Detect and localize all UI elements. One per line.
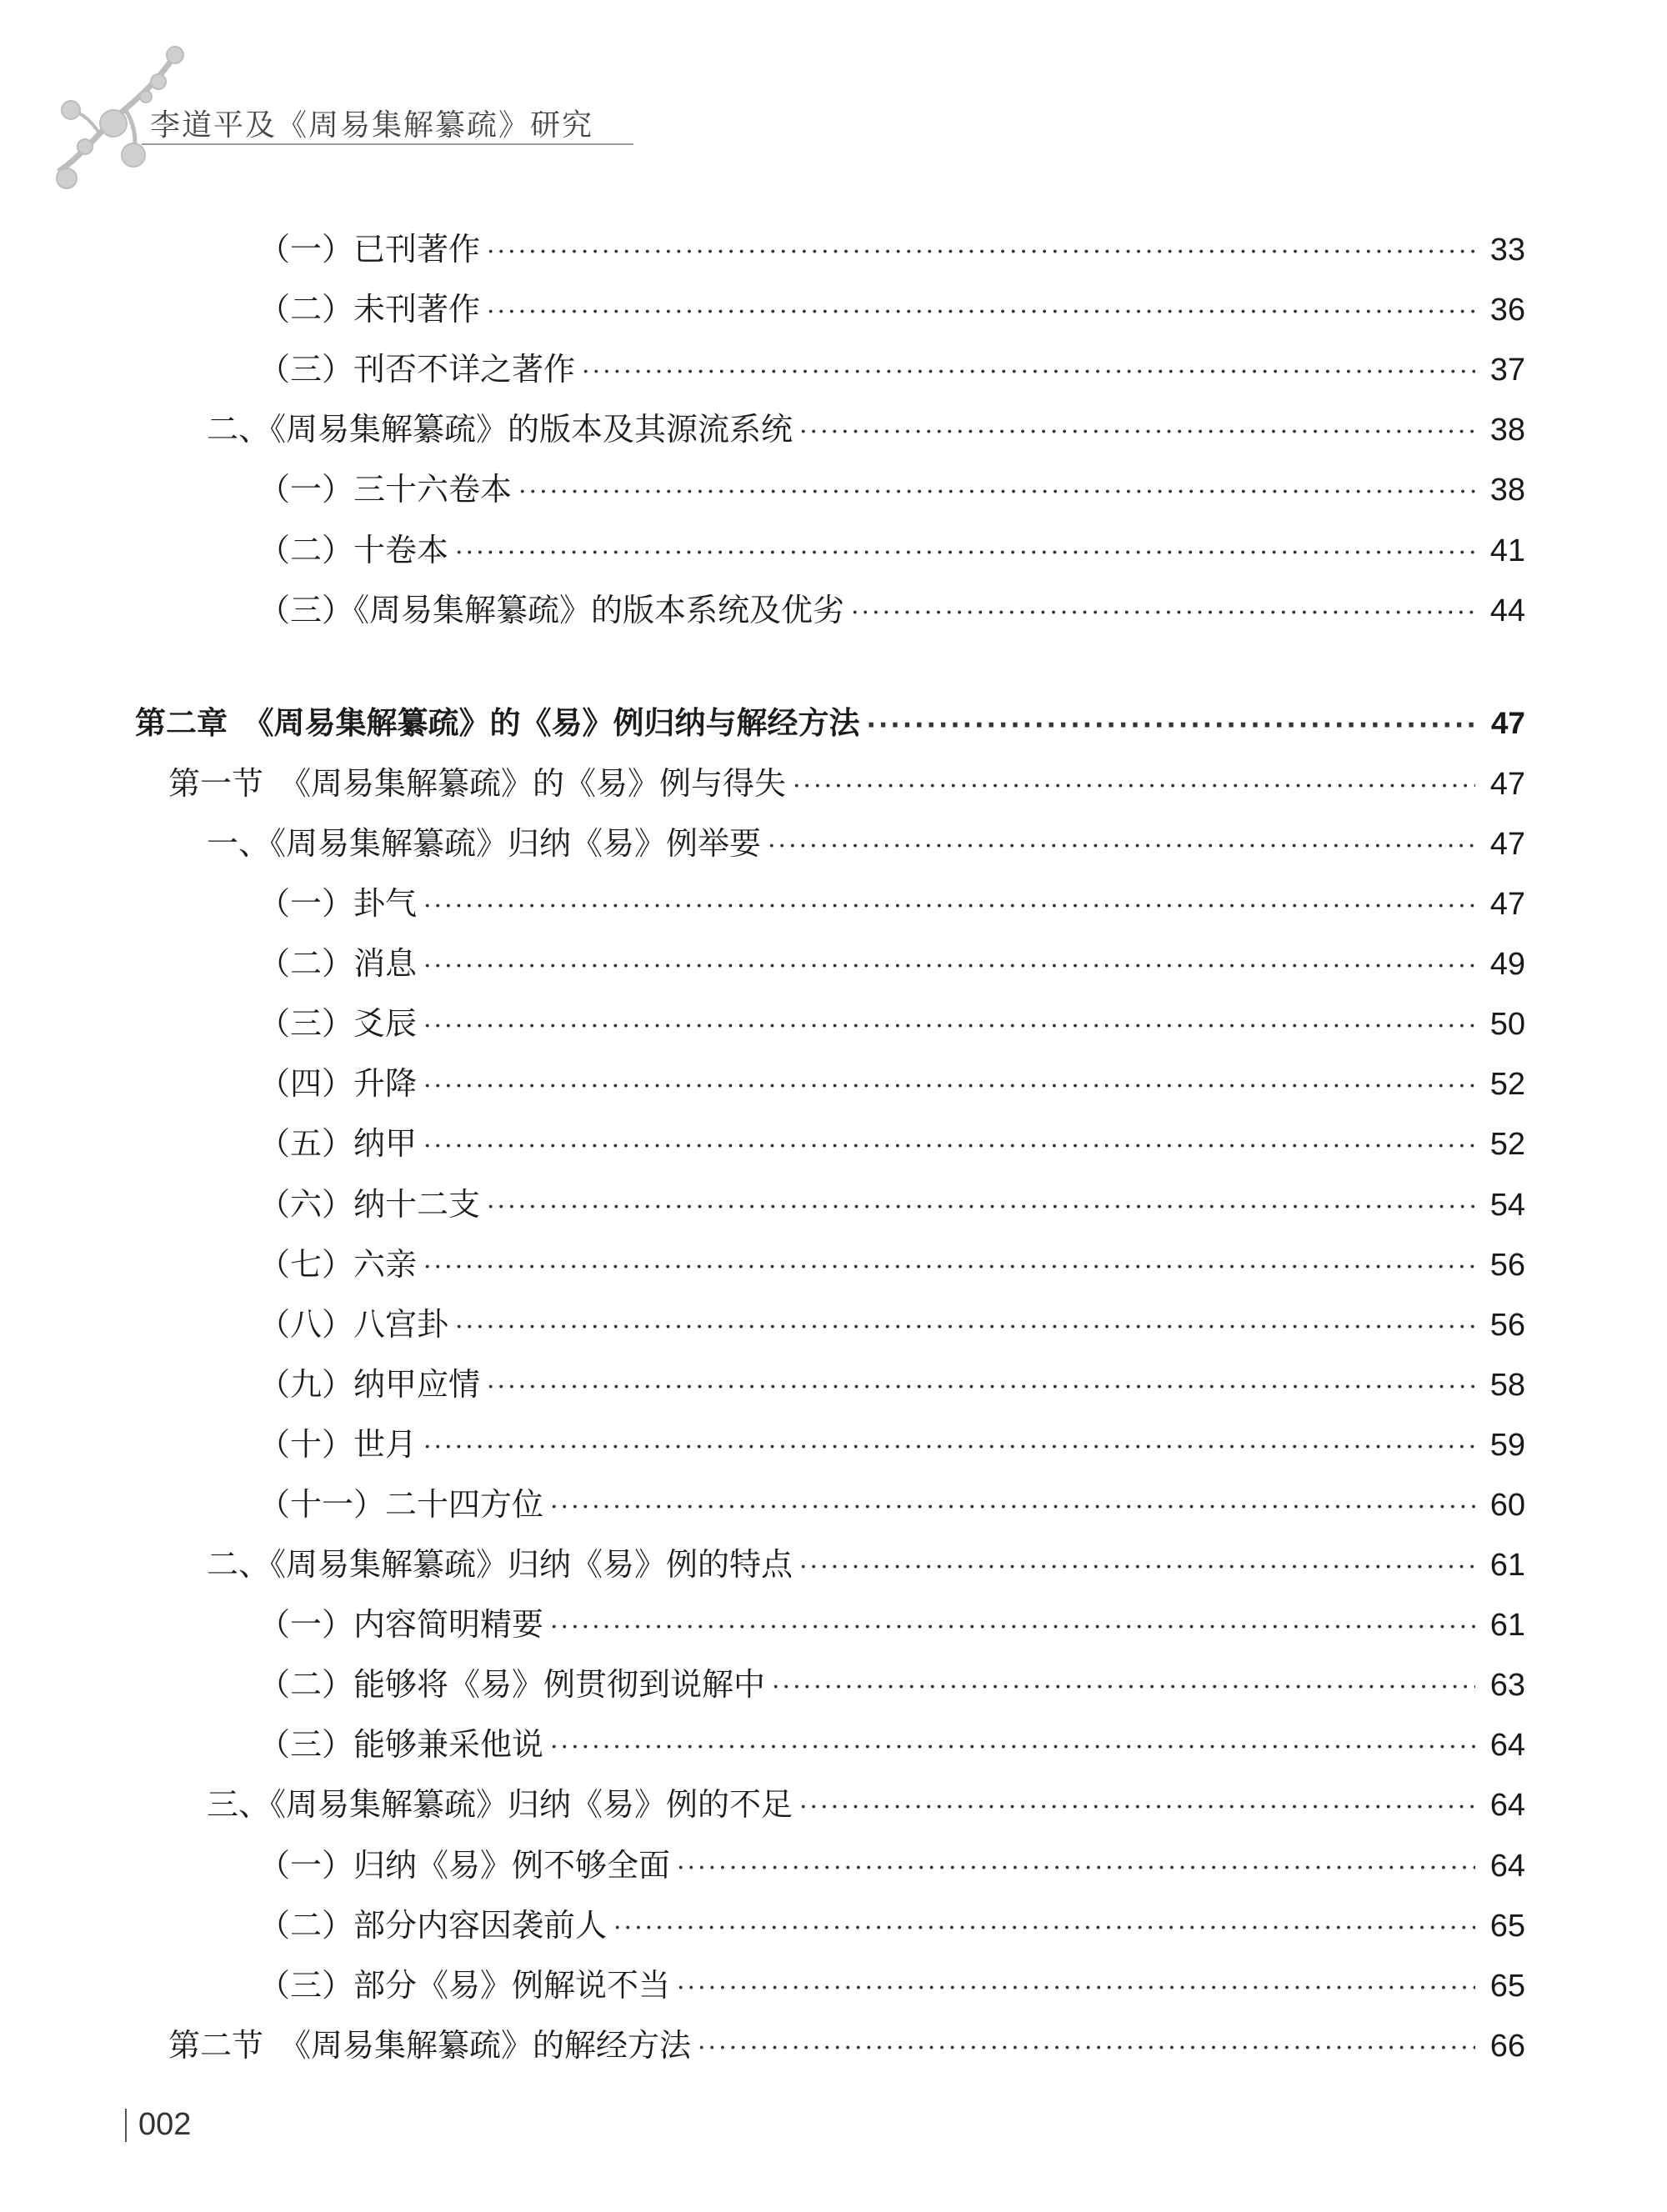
dot-leader bbox=[867, 696, 1476, 756]
header-divider bbox=[142, 143, 633, 145]
toc-entry-page-number: 38 bbox=[1489, 413, 1525, 448]
toc-subsection-entry bbox=[207, 813, 1525, 873]
dot-leader bbox=[582, 343, 1475, 403]
toc-entry-title: （四）升降 bbox=[258, 1065, 418, 1102]
toc-entry-title: （二）消息 bbox=[258, 945, 418, 982]
toc-entry-page-number: 33 bbox=[1489, 233, 1525, 268]
dot-leader bbox=[550, 1478, 1475, 1538]
toc-entry-page-number: 47 bbox=[1490, 706, 1525, 740]
toc-entry-title: （一）三十六卷本 bbox=[258, 471, 513, 508]
toc-entry-title: （一）卦气 bbox=[258, 885, 418, 922]
toc-entry-title: （二）十卷本 bbox=[258, 532, 449, 568]
toc-section-entry bbox=[168, 2015, 1525, 2075]
toc-item-entry bbox=[258, 1474, 1525, 1534]
page-number: 002 bbox=[138, 2107, 192, 2142]
toc-entry-page-number: 64 bbox=[1489, 1849, 1525, 1884]
toc-item-entry bbox=[258, 1594, 1525, 1654]
toc-entry-page-number: 47 bbox=[1489, 827, 1525, 862]
dot-leader bbox=[518, 463, 1475, 523]
dot-leader bbox=[423, 877, 1475, 937]
toc-entry-page-number: 36 bbox=[1489, 293, 1525, 328]
toc-entry-title: （九）纳甲应情 bbox=[258, 1366, 481, 1403]
toc-entry-page-number: 60 bbox=[1489, 1488, 1525, 1523]
toc-entry-title: （二）未刊著作 bbox=[258, 291, 481, 328]
toc-entry-title: （十）世月 bbox=[258, 1426, 418, 1463]
toc-item-entry bbox=[258, 1114, 1525, 1174]
toc-item-entry bbox=[258, 933, 1525, 993]
toc-entry-page-number: 54 bbox=[1489, 1188, 1525, 1223]
toc-entry-page-number: 59 bbox=[1489, 1428, 1525, 1463]
toc-entry-page-number: 64 bbox=[1489, 1788, 1525, 1823]
dot-leader bbox=[455, 1298, 1475, 1358]
toc-item-entry bbox=[258, 1835, 1525, 1895]
dot-leader bbox=[423, 997, 1475, 1057]
toc-item-entry bbox=[258, 1654, 1525, 1714]
dot-leader bbox=[487, 283, 1475, 343]
dot-leader bbox=[799, 403, 1475, 463]
toc-item-entry bbox=[258, 1174, 1525, 1234]
toc-item-entry bbox=[258, 1895, 1525, 1955]
toc-entry-page-number: 56 bbox=[1489, 1248, 1525, 1283]
dot-leader bbox=[423, 1057, 1475, 1117]
toc-item-entry bbox=[258, 520, 1525, 580]
toc-entry-title: 第一节 《周易集解纂疏》的《易》例与得失 bbox=[168, 765, 787, 802]
toc-entry-page-number: 50 bbox=[1489, 1007, 1525, 1042]
dot-leader bbox=[487, 223, 1475, 283]
toc-entry-page-number: 52 bbox=[1489, 1067, 1525, 1102]
dot-leader bbox=[550, 1598, 1475, 1658]
toc-item-entry bbox=[258, 1354, 1525, 1414]
dot-leader bbox=[550, 1718, 1475, 1778]
toc-entry-title: （十一）二十四方位 bbox=[258, 1486, 544, 1523]
toc-entry-title: （七）六亲 bbox=[258, 1246, 418, 1283]
running-title: 李道平及《周易集解纂疏》研究 bbox=[150, 108, 594, 143]
toc-entry-title: 三、《周易集解纂疏》归纳《易》例的不足 bbox=[207, 1786, 793, 1823]
running-header bbox=[0, 0, 667, 200]
dot-leader bbox=[677, 1959, 1475, 2019]
toc-entry-title: 一、《周易集解纂疏》归纳《易》例举要 bbox=[207, 825, 762, 862]
toc-entry-page-number: 66 bbox=[1489, 2029, 1525, 2064]
toc-entry-title: （一）内容简明精要 bbox=[258, 1606, 544, 1643]
toc-entry-page-number: 49 bbox=[1489, 947, 1525, 982]
toc-entry-title: （三）能够兼采他说 bbox=[258, 1726, 544, 1763]
toc-entry-title: （三）刊否不详之著作 bbox=[258, 351, 576, 388]
dot-leader bbox=[799, 1778, 1475, 1838]
dot-leader bbox=[799, 1538, 1475, 1598]
toc-entry-page-number: 47 bbox=[1489, 887, 1525, 922]
toc-entry-title: （三）部分《易》例解说不当 bbox=[258, 1967, 671, 2004]
toc-item-entry bbox=[258, 219, 1525, 279]
dot-leader bbox=[487, 1358, 1475, 1418]
toc-entry-page-number: 44 bbox=[1489, 593, 1525, 628]
toc-item-entry bbox=[258, 873, 1525, 933]
dot-leader bbox=[487, 1178, 1475, 1238]
toc-entry-page-number: 56 bbox=[1489, 1308, 1525, 1343]
toc-entry-title: （二）部分内容因袭前人 bbox=[258, 1907, 608, 1944]
toc-item-entry bbox=[258, 459, 1525, 519]
dot-leader bbox=[423, 1418, 1475, 1478]
toc-entry-title: （六）纳十二支 bbox=[258, 1186, 481, 1223]
toc-entry-title: （八）八宫卦 bbox=[258, 1306, 449, 1343]
toc-item-entry bbox=[258, 1234, 1525, 1294]
toc-item-entry bbox=[258, 1053, 1525, 1114]
dot-leader bbox=[613, 1899, 1475, 1959]
toc-entry-page-number: 38 bbox=[1489, 473, 1525, 508]
toc-entry-title: （一）归纳《易》例不够全面 bbox=[258, 1847, 671, 1884]
toc-entry-page-number: 58 bbox=[1489, 1368, 1525, 1403]
toc-item-entry bbox=[258, 993, 1525, 1053]
dot-leader bbox=[768, 817, 1475, 877]
toc-item-entry bbox=[258, 1414, 1525, 1474]
toc-entry-title: （五）纳甲 bbox=[258, 1125, 418, 1162]
page-folio bbox=[125, 2107, 191, 2143]
toc-subsection-entry bbox=[207, 1534, 1525, 1594]
toc-item-entry bbox=[258, 1955, 1525, 2015]
toc-entry-page-number: 65 bbox=[1489, 1969, 1525, 2004]
dot-leader bbox=[851, 583, 1475, 643]
toc-entry-title: 二、《周易集解纂疏》归纳《易》例的特点 bbox=[207, 1546, 793, 1583]
dot-leader bbox=[423, 1238, 1475, 1298]
toc-chapter-entry bbox=[135, 693, 1525, 753]
toc-entry-title: （三）爻辰 bbox=[258, 1005, 418, 1042]
toc-item-entry bbox=[258, 580, 1525, 640]
toc-item-entry bbox=[258, 339, 1525, 399]
toc-entry-title: （二）能够将《易》例贯彻到说解中 bbox=[258, 1666, 766, 1703]
toc-entry-title: 第二节 《周易集解纂疏》的解经方法 bbox=[168, 2027, 692, 2064]
toc-entry-page-number: 65 bbox=[1489, 1909, 1525, 1944]
toc-subsection-entry bbox=[207, 1774, 1525, 1834]
toc-entry-page-number: 37 bbox=[1489, 353, 1525, 388]
dot-leader bbox=[698, 2019, 1475, 2079]
dot-leader bbox=[455, 523, 1475, 583]
toc-entry-page-number: 61 bbox=[1489, 1548, 1525, 1583]
toc-entry-page-number: 61 bbox=[1489, 1608, 1525, 1643]
dot-leader bbox=[423, 1117, 1475, 1177]
toc-subsection-entry bbox=[207, 399, 1525, 459]
toc-item-entry bbox=[258, 279, 1525, 339]
dot-leader bbox=[677, 1839, 1475, 1899]
toc-entry-page-number: 64 bbox=[1489, 1728, 1525, 1763]
dot-leader bbox=[772, 1658, 1475, 1718]
toc-entry-page-number: 52 bbox=[1489, 1127, 1525, 1162]
dot-leader bbox=[423, 937, 1475, 997]
dot-leader bbox=[793, 757, 1475, 817]
toc-entry-page-number: 63 bbox=[1489, 1668, 1525, 1703]
toc-entry-title: 第二章 《周易集解纂疏》的《易》例归纳与解经方法 bbox=[135, 705, 860, 741]
toc-entry-page-number: 47 bbox=[1489, 767, 1525, 802]
folio-divider bbox=[125, 2109, 127, 2142]
toc-entry-title: （三）《周易集解纂疏》的版本系统及优劣 bbox=[258, 592, 845, 628]
toc-item-entry bbox=[258, 1294, 1525, 1354]
toc-item-entry bbox=[258, 1714, 1525, 1774]
toc-section-entry bbox=[168, 753, 1525, 813]
toc-entry-title: 二、《周易集解纂疏》的版本及其源流系统 bbox=[207, 411, 793, 448]
toc-entry-page-number: 41 bbox=[1489, 533, 1525, 568]
toc-entry-title: （一）已刊著作 bbox=[258, 231, 481, 268]
